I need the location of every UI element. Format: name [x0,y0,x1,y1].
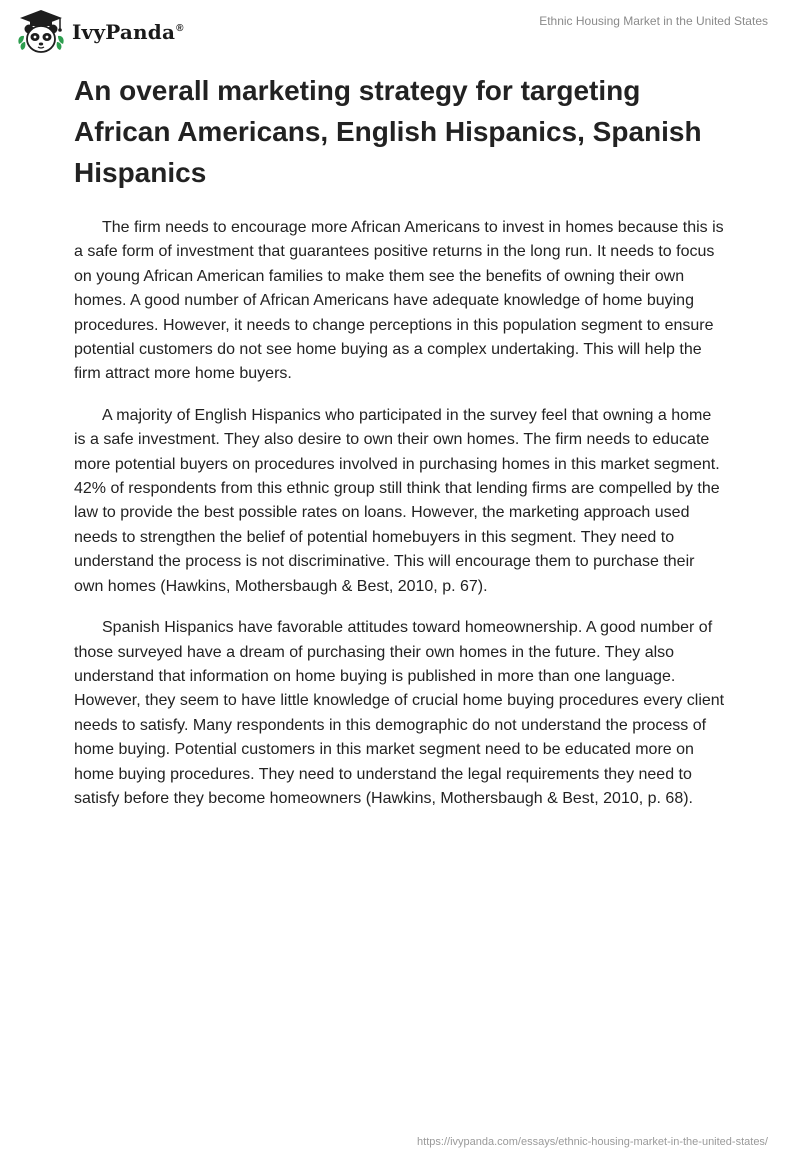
source-url[interactable]: https://ivypanda.com/essays/ethnic-housing-market-in-the-united-states/ [417,1136,768,1148]
document-title: Ethnic Housing Market in the United States [539,14,768,28]
registered-mark: ® [176,23,184,35]
panda-graduate-icon [16,8,66,56]
logo[interactable] [16,8,184,56]
paragraph: The firm needs to encourage more African Americans to invest in homes because this is a safe form of investment that guarantees positive returns in the long run. It needs to focus on young African American families to make them see the benefits of owning their own homes. A good number of African Americans have adequate knowledge of home buying procedures. However, it needs to change perceptions in this population segment to ensure potential customers do not see home buying as a complex undertaking. This will help the firm attract more home buyers. [74,219,724,383]
paragraph: A majority of English Hispanics who participated in the survey feel that owning a home is a safe investment. They also desire to own their own homes. The firm needs to educate more potential buyers on procedures involved in purchasing homes in this market segment. 42% of respondents from this ethnic group still think that lending firms are compelled by the law to provide the best possible rates on loans. However, the marketing approach used needs to strengthen the belief of potential homebuyers in this segment. They need to understand the process is not discriminative. This will encourage them to purchase their own homes (Hawkins, Mothersbaugh & Best, 2010, p. 67). [74,406,720,595]
article-title: An overall marketing strategy for targeting African Americans, English Hispanics, Spanish Hispanics [74,75,702,188]
paragraph: Spanish Hispanics have favorable attitudes toward homeownership. A good number of those surveyed have a dream of purchasing their own homes in the future. They also understand that information on home buying is published in more than one language. However, they seem to have little knowledge of crucial home buying procedures every client needs to satisfy. Many respondents in this demographic do not understand the process of home buying. Potential customers in this market segment need to be educated more on home buying procedures. They need to understand the legal requirements they need to satisfy before they become homeowners (Hawkins, Mothersbaugh & Best, 2010, p. 68). [74,619,725,807]
article [74,70,726,828]
brand-name-text: IvyPanda [72,20,176,44]
article-body [74,216,726,811]
brand-name [72,20,184,44]
